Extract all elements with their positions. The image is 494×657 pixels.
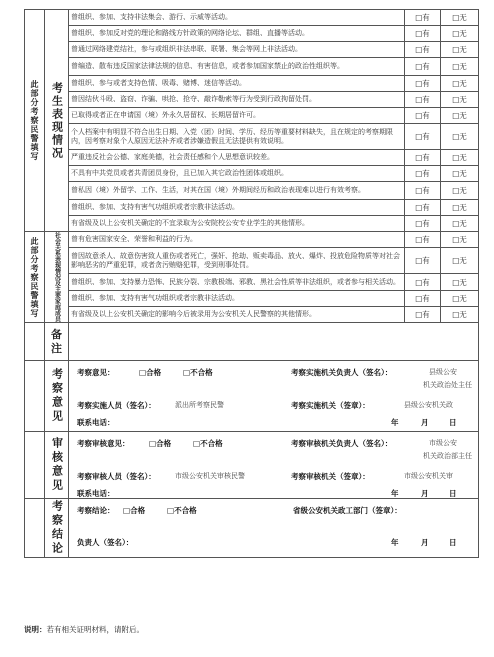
option-yes-checkbox[interactable]: □有 (405, 108, 441, 124)
conclusion-label (45, 499, 69, 558)
review-day: 日 (449, 489, 457, 498)
performance-row (25, 92, 479, 108)
option-yes-checkbox[interactable]: □有 (405, 248, 441, 274)
option-no-checkbox[interactable]: □无 (441, 58, 479, 76)
option-yes-checkbox[interactable]: □有 (405, 182, 441, 200)
option-yes-checkbox[interactable]: □有 (405, 200, 441, 216)
performance-category-label (45, 10, 69, 232)
family-row (25, 248, 479, 274)
performance-row (25, 124, 479, 150)
option-yes-checkbox[interactable]: □有 (405, 166, 441, 182)
option-yes-checkbox[interactable]: □有 (405, 10, 441, 26)
option-no-checkbox[interactable]: □无 (441, 108, 479, 124)
option-yes-checkbox[interactable]: □有 (405, 58, 441, 76)
performance-item-text: 曾组织、参加、支持有害气功组织或者宗教非法活动。 (69, 200, 405, 216)
performance-row (25, 182, 479, 200)
performance-row (25, 200, 479, 216)
performance-row (25, 42, 479, 58)
family-item-text: 曾组织、参加、支持暴力恐怖、民族分裂、宗教极端、邪教、黑社会性质等非法组织，或者参与相关活动。 (69, 274, 405, 290)
conclusion-label-text: 考察结论 (50, 500, 64, 556)
inspection-label-text: 考察意见 (50, 368, 64, 424)
review-label (45, 432, 69, 499)
conclusion-opinion-label: 考察结论： (77, 506, 115, 515)
review-org-handwriting: 市级公安机关审 (404, 472, 453, 480)
family-item-text: 曾因故意杀人、故意伤害致人重伤或者死亡，强奸、抢劫、贩卖毒品、放火、爆炸、投放危险物质等对社会影响恶劣的严重犯罪，或者贪污贿赂犯罪，受到刑事处罚。 (69, 248, 405, 274)
footnote (24, 624, 144, 635)
conclusion-fail-checkbox[interactable]: □不合格 (167, 506, 197, 515)
inspection-org-handwriting: 县级公安机关政 (404, 401, 453, 409)
inspection-leader-sign[interactable]: 考察实施机关负责人（签名）： (291, 368, 393, 377)
inspection-leader-handwriting: 县级公安 (429, 368, 457, 376)
family-section-label (25, 232, 45, 323)
option-yes-checkbox[interactable]: □有 (405, 306, 441, 322)
performance-row (25, 26, 479, 42)
review-phone-label: 联系电话： (77, 489, 115, 498)
inspection-month: 月 (421, 418, 429, 427)
performance-item-text: 不具有中共党员或者共青团员身份，且已加入其它政治性团体或组织。 (69, 166, 405, 182)
inspection-block (69, 361, 479, 432)
performance-row (25, 76, 479, 92)
review-fail-checkbox[interactable]: □不合格 (193, 439, 223, 448)
inspection-label (45, 361, 69, 432)
option-no-checkbox[interactable]: □无 (441, 248, 479, 274)
review-pass-checkbox[interactable]: □合格 (149, 439, 172, 448)
inspection-content (71, 361, 476, 431)
option-no-checkbox[interactable]: □无 (441, 92, 479, 108)
performance-category-text: 考生表现情况 (50, 81, 64, 160)
family-row (25, 306, 479, 322)
family-item-text: 曾组织、参加、支持有害气功组织或者宗教非法活动。 (69, 290, 405, 306)
review-opinion-label: 考察审核意见： (77, 439, 130, 448)
footnote-text: 若有相关证明材料，请附后。 (46, 625, 144, 634)
performance-item-text: 曾组织、参加、支持非法集会、游行、示威等活动。 (69, 10, 405, 26)
family-category-label (45, 232, 69, 323)
performance-row (25, 108, 479, 124)
option-no-checkbox[interactable]: □无 (441, 42, 479, 58)
family-section-text: 此部分考察民警填写 (30, 236, 39, 318)
option-no-checkbox[interactable]: □无 (441, 306, 479, 322)
performance-row (25, 10, 479, 26)
review-staff-handwriting: 市级公安机关审核民警 (175, 472, 245, 480)
performance-row (25, 58, 479, 76)
conclusion-content (71, 499, 476, 557)
conclusion-spacer (25, 499, 45, 558)
option-no-checkbox[interactable]: □无 (441, 200, 479, 216)
performance-item-text: 已取得或者正在申请国（境）外永久居留权、长期居留许可。 (69, 108, 405, 124)
performance-item-text: 有省级及以上公安机关确定的不宜录取为公安院校公安专业学生的其他情形。 (69, 216, 405, 232)
performance-section-text: 此部分考察民警填写 (30, 80, 39, 161)
remarks-label-char: 注 (51, 341, 62, 355)
review-leader-sign[interactable]: 考察审核机关负责人（签名）： (291, 439, 393, 448)
performance-item-text: 曾组织、参与或者支持色情、吸毒、赌博、迷信等活动。 (69, 76, 405, 92)
conclusion-person-sign[interactable]: 负责人（签名）： (77, 538, 134, 547)
performance-section-label (25, 10, 45, 232)
review-label-text: 审核意见 (50, 437, 64, 493)
option-yes-checkbox[interactable]: □有 (405, 274, 441, 290)
option-no-checkbox[interactable]: □无 (441, 232, 479, 248)
option-yes-checkbox[interactable]: □有 (405, 124, 441, 150)
performance-item-text: 曾通过网络建党结社，参与或组织非法串联、联署、集会等网上非法活动。 (69, 42, 405, 58)
inspection-phone-label: 联系电话： (77, 418, 115, 427)
option-no-checkbox[interactable]: □无 (441, 182, 479, 200)
option-no-checkbox[interactable]: □无 (441, 124, 479, 150)
option-yes-checkbox[interactable]: □有 (405, 76, 441, 92)
inspection-staff-sign[interactable]: 考察实施人员（签名）： (77, 401, 156, 410)
performance-row (25, 150, 479, 166)
option-yes-checkbox[interactable]: □有 (405, 26, 441, 42)
inspection-fail-checkbox[interactable]: □不合格 (183, 368, 213, 377)
conclusion-day: 日 (449, 538, 457, 547)
conclusion-block (69, 499, 479, 558)
review-row (25, 432, 479, 499)
conclusion-pass-checkbox[interactable]: □合格 (123, 506, 146, 515)
option-no-checkbox[interactable]: □无 (441, 290, 479, 306)
option-no-checkbox[interactable]: □无 (441, 26, 479, 42)
option-no-checkbox[interactable]: □无 (441, 274, 479, 290)
review-staff-sign[interactable]: 考察审核人员（签名）： (77, 472, 156, 481)
performance-item-text: 曾编造、散布违反国家法律法规的信息、有害信息，或者参加国家禁止的政治性组织等。 (69, 58, 405, 76)
footnote-label: 说明： (24, 625, 47, 634)
performance-row (25, 166, 479, 182)
conclusion-month: 月 (421, 538, 429, 547)
inspection-form-table (24, 9, 479, 558)
inspection-row (25, 361, 479, 432)
inspection-spacer (25, 361, 45, 432)
remarks-field[interactable] (69, 323, 479, 361)
review-month: 月 (421, 489, 429, 498)
option-no-checkbox[interactable]: □无 (441, 150, 479, 166)
remarks-label (45, 323, 69, 361)
remarks-label-char: 备 (51, 327, 62, 341)
family-category-text: 社会关系表现情况及主要家庭成员 (53, 232, 61, 322)
performance-item-text: 个人档案中有明显不符合出生日期、入党（团）时间、学历、经历等重要材料缺失，且在规定的考察期限内，因考察对象个人原因无法补齐或者涉嫌造假且无法提供有效说明。 (69, 124, 405, 150)
option-no-checkbox[interactable]: □无 (441, 10, 479, 26)
option-yes-checkbox[interactable]: □有 (405, 216, 441, 232)
performance-row (25, 216, 479, 232)
option-yes-checkbox[interactable]: □有 (405, 42, 441, 58)
performance-item-text: 严重违反社会公德、家庭美德，社会责任感和个人思想意识较差。 (69, 150, 405, 166)
option-yes-checkbox[interactable]: □有 (405, 290, 441, 306)
option-yes-checkbox[interactable]: □有 (405, 150, 441, 166)
review-leader-handwriting-2: 机关政治部主任 (423, 452, 472, 460)
inspection-year: 年 (391, 418, 399, 427)
option-yes-checkbox[interactable]: □有 (405, 92, 441, 108)
option-no-checkbox[interactable]: □无 (441, 166, 479, 182)
family-item-text: 有省级及以上公安机关确定的影响今后被录用为公安机关人民警察的其他情形。 (69, 306, 405, 322)
remarks-spacer (25, 323, 45, 361)
conclusion-org-seal[interactable]: 省级公安机关政工部门（签章）： (293, 506, 402, 515)
review-content (71, 432, 476, 498)
performance-item-text: 曾私因（境）外留学、工作、生活，对其在国（境）外期间经历和政治表现难以进行有效考察。 (69, 182, 405, 200)
family-row (25, 274, 479, 290)
option-no-checkbox[interactable]: □无 (441, 76, 479, 92)
conclusion-year: 年 (391, 538, 399, 547)
inspection-staff-handwriting: 派出所考察民警 (175, 401, 224, 409)
review-year: 年 (391, 489, 399, 498)
review-block (69, 432, 479, 499)
family-row (25, 290, 479, 306)
review-org-seal[interactable]: 考察审核机关（签章）： (291, 472, 370, 481)
inspection-day: 日 (449, 418, 457, 427)
performance-item-text: 曾组织、参加反对党的理论和路线方针政策的网络论坛、群组、直播等活动。 (69, 26, 405, 42)
inspection-pass-checkbox[interactable]: □合格 (139, 368, 162, 377)
review-spacer (25, 432, 45, 499)
conclusion-row (25, 499, 479, 558)
remarks-row (25, 323, 479, 361)
family-item-text: 曾有危害国家安全、荣誉和利益的行为。 (69, 232, 405, 248)
inspection-leader-handwriting-2: 机关政治处主任 (423, 381, 472, 389)
option-yes-checkbox[interactable]: □有 (405, 232, 441, 248)
family-row (25, 232, 479, 248)
inspection-opinion-label: 考察意见： (77, 368, 115, 377)
review-leader-handwriting: 市级公安 (429, 439, 457, 447)
option-no-checkbox[interactable]: □无 (441, 216, 479, 232)
inspection-org-seal[interactable]: 考察实施机关（签章）： (291, 401, 370, 410)
performance-item-text: 曾因结伙斗殴、盗窃、诈骗、哄抢、抢夺、敲诈勒索等行为受到行政拘留处罚。 (69, 92, 405, 108)
